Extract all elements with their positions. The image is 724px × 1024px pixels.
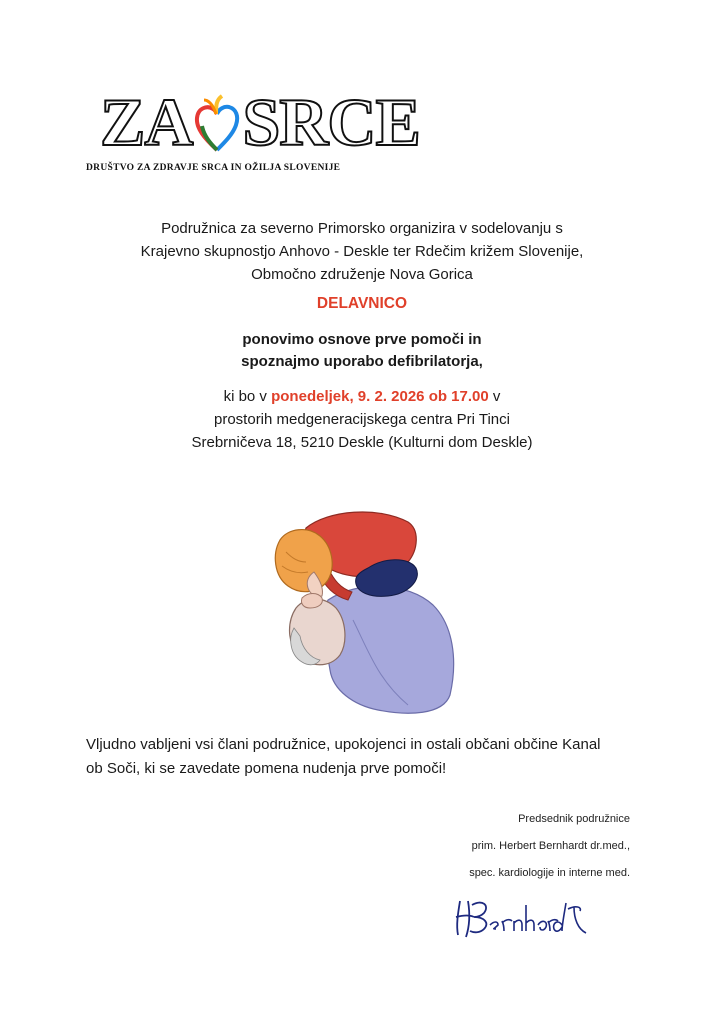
heart-icon <box>194 94 240 154</box>
handwritten-signature <box>454 895 604 941</box>
signatory-specialty: spec. kardiologije in interne med. <box>469 867 630 879</box>
topic-line: ponovimo osnove prve pomoči in <box>242 331 482 348</box>
logo-text-right: SRCE <box>242 84 420 160</box>
intro-line: Podružnica za severno Primorsko organizira v sodelovanju s <box>161 220 563 237</box>
invitation-line: ob Soči, ki se zavedate pomena nudenja prve pomoči! <box>86 760 447 777</box>
first-aid-illustration <box>258 510 462 718</box>
intro-paragraph <box>0 217 724 286</box>
intro-line: Krajevno skupnostjo Anhovo - Deskle ter Rdečim križem Slovenije, <box>140 243 584 260</box>
event-datetime: ponedeljek, 9. 2. 2026 ob 17.00 <box>271 388 489 405</box>
organization-logo <box>86 84 420 180</box>
date-suffix: v <box>488 388 501 405</box>
logo-text-left: ZA <box>100 84 193 160</box>
event-details <box>0 385 724 454</box>
date-prefix: ki bo v <box>223 388 272 405</box>
signatory-role: Predsednik podružnice <box>518 813 630 825</box>
event-date-line <box>0 385 724 408</box>
invitation-line: Vljudno vabljeni vsi člani podružnice, upokojenci in ostali občani občine Kanal <box>86 736 601 753</box>
event-topic <box>0 329 724 373</box>
invitation-text <box>86 733 646 781</box>
event-headline: DELAVNICO <box>316 295 408 312</box>
topic-line: spoznajmo uporabo defibrilatorja, <box>241 353 483 370</box>
event-venue: prostorih medgeneracijskega centra Pri Tinci <box>214 411 510 428</box>
intro-line: Območno združenje Nova Gorica <box>251 266 473 283</box>
organization-name: DRUŠTVO ZA ZDRAVJE SRCA IN OŽILJA SLOVENIJE <box>86 163 341 173</box>
signatory-name: prim. Herbert Bernhardt dr.med., <box>471 840 630 852</box>
event-address: Srebrničeva 18, 5210 Deskle (Kulturni dom Deskle) <box>191 434 533 451</box>
